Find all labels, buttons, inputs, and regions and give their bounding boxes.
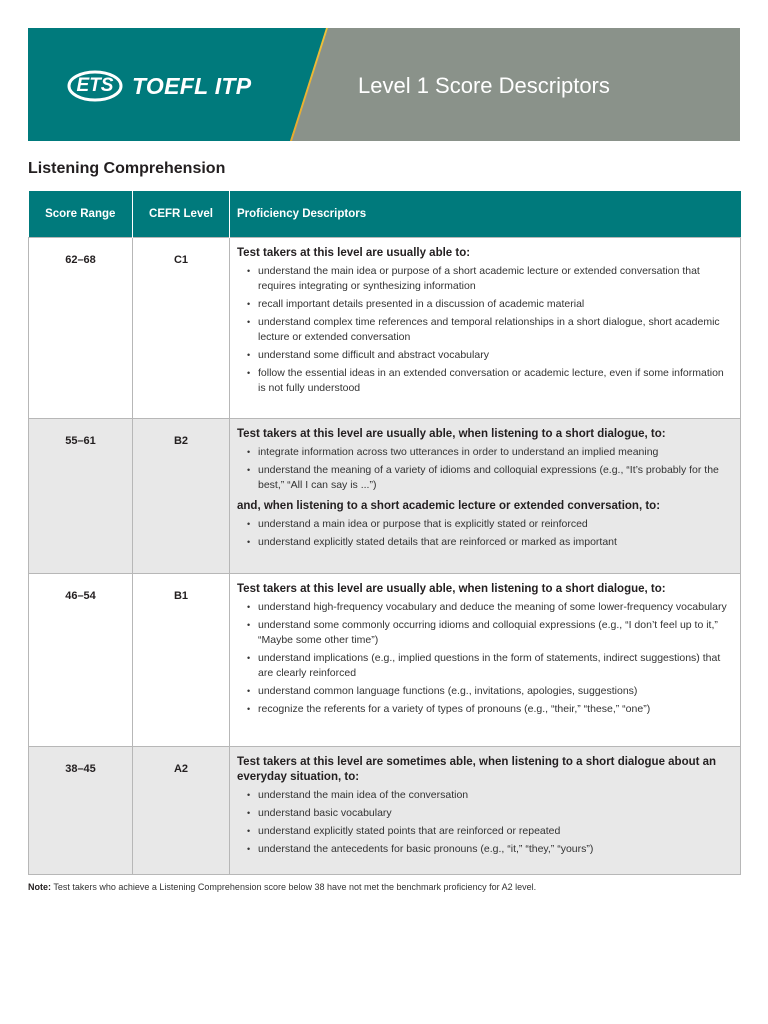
- descriptor-lead-secondary: and, when listening to a short academic lecture or extended conversation, to:: [237, 500, 661, 512]
- header-banner: [28, 28, 740, 141]
- list-item: • understand the meaning of a variety of idioms and colloquial expressions (e.g., “It’s probably for the best,” “All I can say is ...”): [237, 463, 730, 493]
- table-row: [29, 574, 741, 747]
- descriptor-lead: Test takers at this level are usually able, when listening to a short dialogue, to:: [237, 428, 666, 440]
- list-item: • understand explicitly stated points that are reinforced or repeated: [237, 824, 730, 839]
- product-name: TOEFL ITP: [132, 72, 252, 99]
- list-item: • understand some difficult and abstract vocabulary: [237, 348, 730, 363]
- list-item: • understand complex time references and temporal relationships in a short dialogue, short academic lecture or extended conversation: [237, 315, 730, 345]
- list-item: • understand the main idea of the conversation: [237, 788, 730, 803]
- header-cefr-level: CEFR Level: [133, 191, 230, 238]
- section-title: Listening Comprehension: [28, 160, 226, 177]
- list-item: • understand a main idea or purpose that is explicitly stated or reinforced: [237, 517, 730, 532]
- score-range-cell: 55–61: [29, 419, 133, 574]
- descriptor-list: [237, 517, 730, 550]
- list-item: • understand some commonly occurring idioms and colloquial expressions (e.g., “I don’t feel up to it,” “Maybe some other time”): [237, 618, 730, 648]
- list-item: • understand common language functions (e.g., invitations, apologies, suggestions): [237, 684, 730, 699]
- descriptor-cell: [230, 574, 741, 747]
- table-row: [29, 419, 741, 574]
- cefr-level-cell: C1: [133, 238, 230, 419]
- descriptor-lead: Test takers at this level are usually able to:: [237, 247, 471, 259]
- cefr-level-cell: A2: [133, 747, 230, 875]
- descriptor-cell: [230, 238, 741, 419]
- list-item: • recognize the referents for a variety of types of pronouns (e.g., “their,” “these,” “one”): [237, 702, 730, 717]
- ets-logo-oval: [66, 69, 124, 103]
- list-item: • recall important details presented in a discussion of academic material: [237, 297, 730, 312]
- footnote-text: Test takers who achieve a Listening Comprehension score below 38 have not met the benchmark proficiency for A2 level.: [51, 882, 537, 892]
- score-descriptor-table: [28, 191, 741, 875]
- footnote: [28, 882, 536, 892]
- footnote-label: Note:: [28, 882, 51, 892]
- table-header-row: [29, 191, 741, 238]
- list-item: • understand the main idea or purpose of a short academic lecture or extended conversation that requires integrating or synthesizing information: [237, 264, 730, 294]
- score-range-cell: 38–45: [29, 747, 133, 875]
- descriptor-cell: [230, 747, 741, 875]
- table-row: [29, 238, 741, 419]
- descriptor-list: [237, 264, 730, 396]
- descriptor-list: [237, 788, 730, 857]
- header-proficiency-descriptors: Proficiency Descriptors: [230, 191, 741, 238]
- list-item: • understand basic vocabulary: [237, 806, 730, 821]
- list-item: • understand explicitly stated details that are reinforced or marked as important: [237, 535, 730, 550]
- descriptor-list: [237, 600, 730, 717]
- list-item: • understand implications (e.g., implied questions in the form of statements, indirect suggestions) that are clearly reinforced: [237, 651, 730, 681]
- page-title: Level 1 Score Descriptors: [358, 73, 610, 98]
- score-range-cell: 46–54: [29, 574, 133, 747]
- list-item: • follow the essential ideas in an extended conversation or academic lecture, even if some information is not fully understood: [237, 366, 730, 396]
- cefr-level-cell: B1: [133, 574, 230, 747]
- descriptor-lead: Test takers at this level are usually able, when listening to a short dialogue, to:: [237, 583, 666, 595]
- ets-toefl-logo: [66, 68, 251, 104]
- cefr-level-cell: B2: [133, 419, 230, 574]
- list-item: • integrate information across two utterances in order to understand an implied meaning: [237, 445, 730, 460]
- score-range-cell: 62–68: [29, 238, 133, 419]
- table-row: [29, 747, 741, 875]
- descriptor-cell: [230, 419, 741, 574]
- descriptor-lead: Test takers at this level are sometimes able, when listening to a short dialogue about an everyday situation, to:: [237, 756, 717, 783]
- list-item: • understand high-frequency vocabulary and deduce the meaning of some lower-frequency vocabulary: [237, 600, 730, 615]
- descriptor-list: [237, 445, 730, 493]
- list-item: • understand the antecedents for basic pronouns (e.g., “it,” “they,” “yours”): [237, 842, 730, 857]
- ets-logo-text: ETS: [76, 75, 114, 96]
- header-score-range: Score Range: [29, 191, 133, 238]
